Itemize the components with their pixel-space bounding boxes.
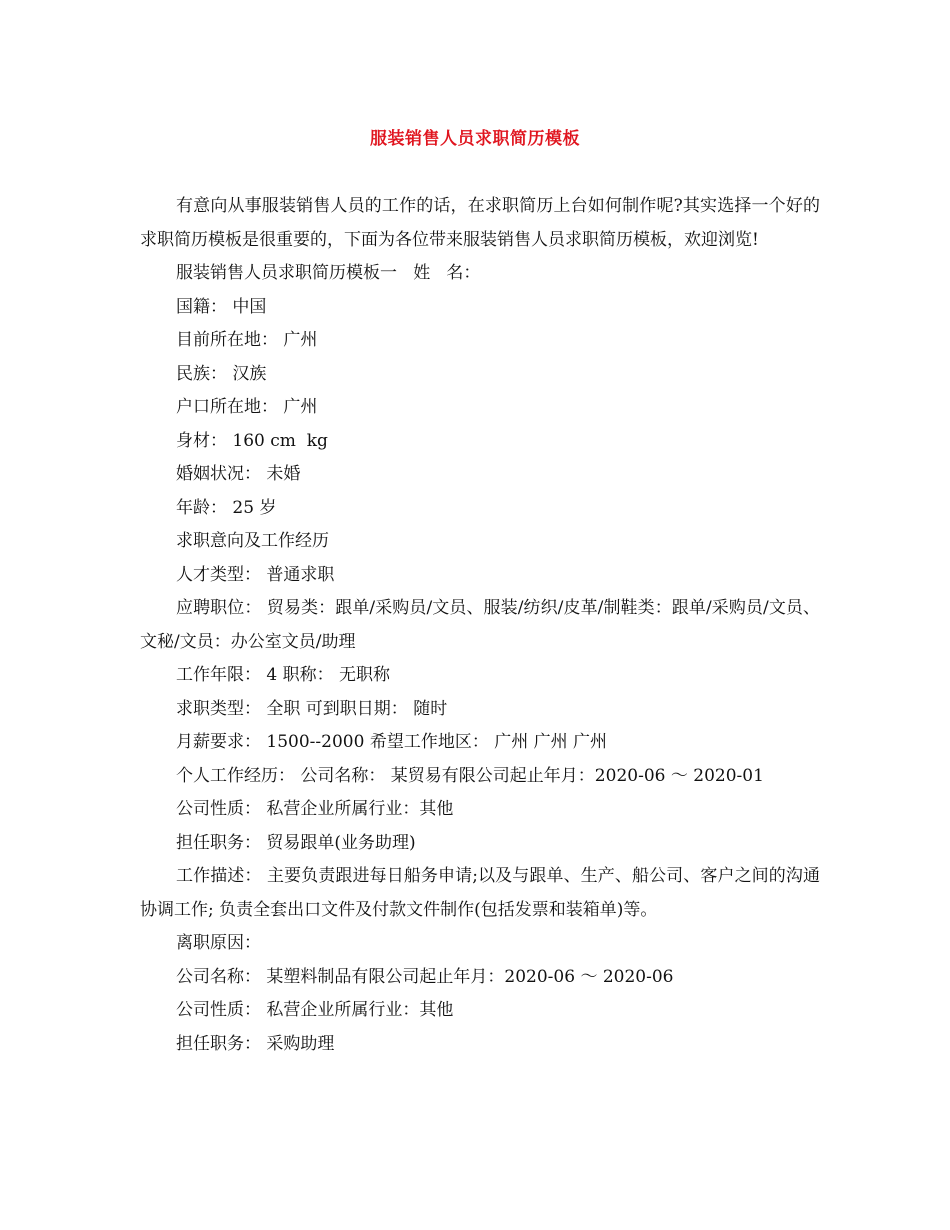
field-figure: 身材： 160 cm kg xyxy=(176,430,328,451)
document-body xyxy=(140,190,820,1061)
field-company-nature-2: 公司性质： 私营企业所属行业：其他 xyxy=(176,1000,454,1020)
intro-paragraph: 有意向从事服装销售人员的工作的话，在求职简历上台如何制作呢?其实选择一个好的求职简历模板是很重要的，下面为各位带来服装销售人员求职简历模板，欢迎浏览! xyxy=(140,196,820,250)
section-job-intent: 求职意向及工作经历 xyxy=(176,531,329,551)
field-company-name-2: 公司名称： 某塑料制品有限公司起止年月：2020-06 ～ 2020-06 xyxy=(176,966,674,987)
field-work-experience: 个人工作经历： 公司名称： 某贸易有限公司起止年月：2020-06 ～ 2020-01 xyxy=(176,765,764,786)
field-salary: 月薪要求： 1500--2000 希望工作地区： 广州 广州 广州 xyxy=(176,732,608,752)
field-applied-position: 应聘职位： 贸易类：跟单/采购员/文员、服装/纺织/皮革/制鞋类：跟单/采购员/文员、文秘/文员：办公室文员/助理 xyxy=(140,598,820,652)
field-job-description: 工作描述： 主要负责跟进每日船务申请;以及与跟单、生产、船公司、客户之间的沟通协调工作; 负责全套出口文件及付款文件制作(包括发票和装箱单)等。 xyxy=(140,866,820,920)
field-current-location: 目前所在地： 广州 xyxy=(176,330,318,350)
field-work-years: 工作年限： 4 职称： 无职称 xyxy=(176,665,391,685)
field-marital-status: 婚姻状况： 未婚 xyxy=(176,464,301,484)
field-hukou-location: 户口所在地： 广州 xyxy=(176,397,318,417)
resume-heading-name: 服装销售人员求职简历模板一 姓 名： xyxy=(176,263,481,283)
field-position-2: 担任职务： 采购助理 xyxy=(176,1033,335,1054)
field-job-type: 求职类型： 全职 可到职日期： 随时 xyxy=(176,698,448,719)
field-position-1: 担任职务： 贸易跟单(业务助理) xyxy=(176,832,416,853)
field-leave-reason: 离职原因： xyxy=(176,933,261,953)
field-age: 年龄： 25 岁 xyxy=(176,497,277,518)
document-title: 服装销售人员求职简历模板 xyxy=(370,129,580,149)
field-nationality: 国籍： 中国 xyxy=(176,296,267,317)
field-company-nature-1: 公司性质： 私营企业所属行业：其他 xyxy=(176,799,454,819)
field-ethnicity: 民族： 汉族 xyxy=(176,363,267,384)
field-talent-type: 人才类型： 普通求职 xyxy=(176,564,335,585)
